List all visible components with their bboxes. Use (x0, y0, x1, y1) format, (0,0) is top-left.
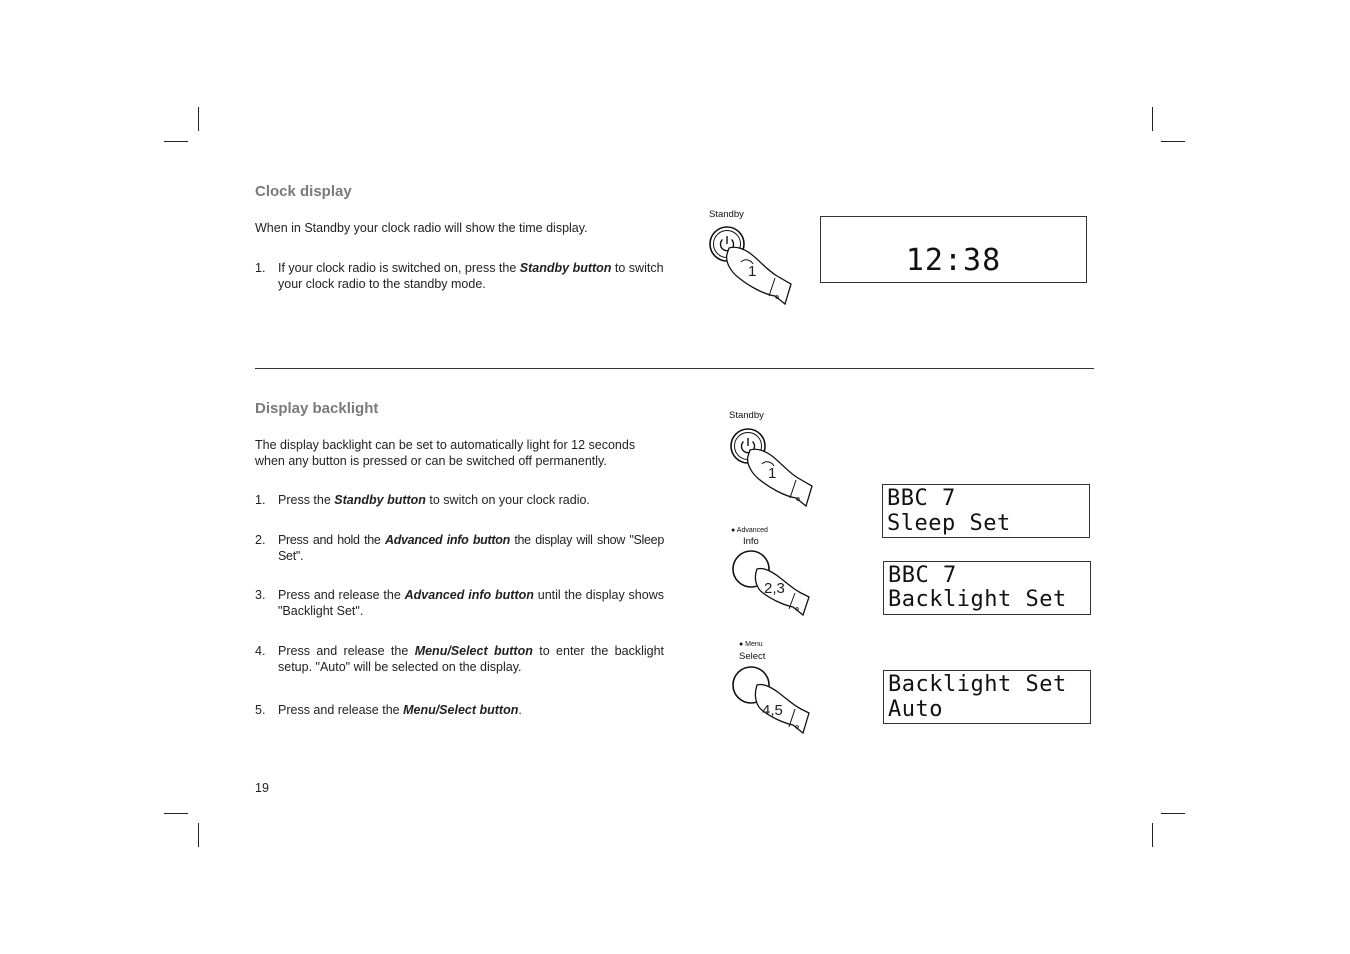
step-number: 1. (255, 493, 266, 507)
step-text: Press and release the Menu/Select button to enter the backlight setup. "Auto" will be selected on the display. (278, 644, 664, 674)
step-number: 3. (255, 588, 266, 602)
lcd-line-2: Backlight Set (888, 587, 1067, 612)
crop-mark (1161, 141, 1185, 142)
lcd-display-backlight-auto (883, 670, 1091, 724)
section-heading-clock-display: Clock display (255, 183, 352, 200)
step-text: Press and release the Advanced info button until the display shows "Backlight Set". (278, 588, 664, 618)
crop-mark (1152, 107, 1153, 131)
crop-mark (1152, 823, 1153, 847)
section-heading-display-backlight: Display backlight (255, 400, 379, 417)
lcd-display-backlight-set (883, 561, 1091, 615)
standby-button-label: Standby (729, 410, 764, 421)
lcd-line-1: BBC 7 (888, 563, 957, 588)
crop-mark (164, 813, 188, 814)
pressing-finger-icon (727, 247, 791, 304)
lcd-line-2: Sleep Set (887, 511, 1011, 536)
button-step-number: 2,3 (764, 580, 785, 597)
crop-mark (198, 107, 199, 131)
lcd-clock-time: 12:38 (905, 243, 1002, 278)
select-button-label: Select (739, 651, 766, 662)
standby-button-label: Standby (709, 209, 744, 220)
backlight-intro-text: The display backlight can be set to automatically light for 12 seconds when any button is pressed or can be switched off permanently. (255, 438, 636, 468)
crop-mark (1161, 813, 1185, 814)
pressing-finger-icon (748, 449, 812, 506)
step-text: Press the Standby button to switch on your clock radio. (278, 493, 590, 507)
button-step-number: 4,5 (762, 702, 783, 719)
lcd-line-1: BBC 7 (887, 486, 956, 511)
advanced-info-small-label: ● Advanced (731, 527, 768, 534)
step-number: 5. (255, 703, 266, 717)
lcd-line-1: Backlight Set (888, 672, 1067, 697)
step-text: Press and hold the Advanced info button the display will show "Sleep Set". (278, 533, 664, 563)
crop-mark (164, 141, 188, 142)
step-number: 4. (255, 644, 266, 658)
step-number: 1. (255, 261, 266, 275)
section-divider (255, 368, 1094, 369)
step-number: 2. (255, 533, 266, 547)
button-step-number: 1 (748, 263, 757, 280)
lcd-line-2: Auto (888, 697, 943, 722)
info-button-label: Info (743, 536, 759, 547)
step-text: Press and release the Menu/Select button. (278, 703, 522, 717)
lcd-display-sleep-set (882, 484, 1090, 538)
page-number: 19 (255, 781, 269, 795)
crop-mark (198, 823, 199, 847)
step-text: If your clock radio is switched on, press the Standby button to switch your clock radio to the standby mode. (278, 261, 664, 291)
clock-intro-text: When in Standby your clock radio will show the time display. (255, 221, 588, 235)
button-step-number: 1 (768, 465, 777, 482)
lcd-display-clock (820, 216, 1087, 283)
menu-small-label: ● Menu (739, 641, 763, 648)
